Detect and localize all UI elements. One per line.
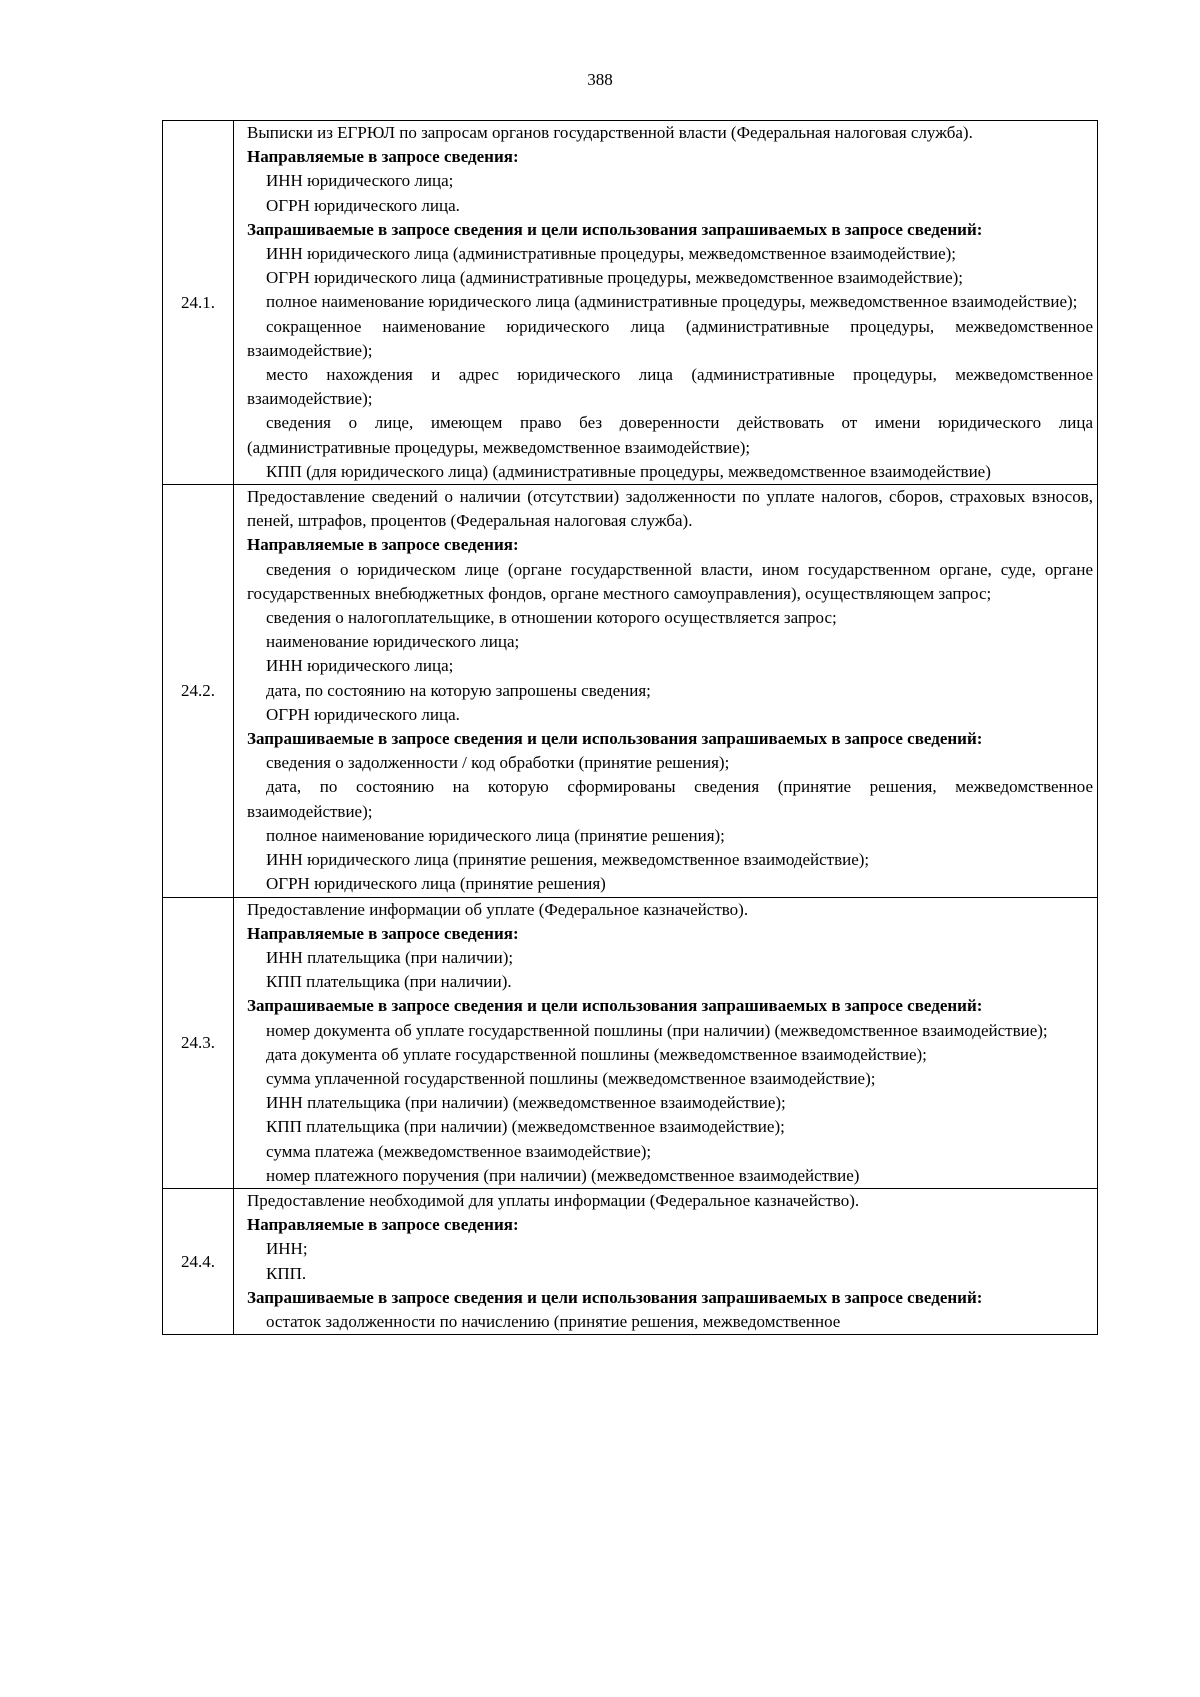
content-line: дата документа об уплате государственной пошлины (межведомственное взаимодействие); (266, 1044, 927, 1064)
content-line: КПП (для юридического лица) (административные процедуры, межведомственное взаимодействие) (266, 461, 991, 481)
content-line: сумма уплаченной государственной пошлины (межведомственное взаимодействие); (266, 1068, 876, 1088)
content-line: Предоставление сведений о наличии (отсутствии) задолженности по уплате налогов, сборов, страховых взносов, пеней, штрафов, процентов (Федеральная налоговая служба). (247, 487, 1093, 531)
content-line: ИНН плательщика (при наличии); (266, 947, 514, 967)
section-heading: Запрашиваемые в запросе сведения и цели использования запрашиваемых в запросе сведений: (247, 729, 983, 749)
row-number: 24.2. (163, 485, 234, 897)
table-row (163, 897, 1098, 1188)
content-line: номер платежного поручения (при наличии) (межведомственное взаимодействие) (266, 1165, 860, 1185)
section-heading: Направляемые в запросе сведения: (247, 1215, 519, 1235)
content-line: сокращенное наименование юридического лица (административные процедуры, межведомственное взаимодействие); (247, 316, 1093, 360)
content-line: дата, по состоянию на которую сформированы сведения (принятие решения, межведомственное взаимодействие); (247, 777, 1093, 821)
section-heading: Направляемые в запросе сведения: (247, 923, 519, 943)
content-line: полное наименование юридического лица (административные процедуры, межведомственное взаимодействие); (266, 292, 1078, 312)
content-line: ОГРН юридического лица. (266, 195, 460, 215)
content-line: полное наименование юридического лица (принятие решения); (266, 825, 725, 845)
row-content (234, 1188, 1098, 1334)
content-line: КПП плательщика (при наличии). (266, 972, 512, 992)
content-line: ОГРН юридического лица (административные процедуры, межведомственное взаимодействие); (266, 268, 964, 288)
content-line: ИНН юридического лица (административные процедуры, межведомственное взаимодействие); (266, 244, 957, 264)
table-body (163, 121, 1098, 1335)
content-line: Предоставление необходимой для уплаты информации (Федеральное казначейство). (247, 1190, 860, 1210)
table-row (163, 1188, 1098, 1334)
content-line: КПП плательщика (при наличии) (межведомственное взаимодействие); (266, 1117, 785, 1137)
table-row (163, 485, 1098, 897)
section-heading: Запрашиваемые в запросе сведения и цели использования запрашиваемых в запросе сведений: (247, 1287, 983, 1307)
row-content (234, 897, 1098, 1188)
content-line: наименование юридического лица; (266, 632, 520, 652)
content-line: ОГРН юридического лица (принятие решения) (266, 874, 606, 894)
row-number: 24.1. (163, 121, 234, 485)
content-line: ИНН юридического лица (принятие решения, межведомственное взаимодействие); (266, 850, 870, 870)
content-line: Предоставление информации об уплате (Федеральное казначейство). (247, 899, 749, 919)
content-line: сведения о налогоплательщике, в отношении которого осуществляется запрос; (266, 608, 837, 628)
content-line: ИНН плательщика (при наличии) (межведомственное взаимодействие); (266, 1093, 786, 1113)
content-line: сведения о задолженности / код обработки (принятие решения); (266, 753, 730, 773)
page-number: 388 (587, 70, 613, 89)
content-line: сумма платежа (межведомственное взаимодействие); (266, 1141, 652, 1161)
content-line: ОГРН юридического лица. (266, 704, 460, 724)
section-heading: Запрашиваемые в запросе сведения и цели использования запрашиваемых в запросе сведений: (247, 996, 983, 1016)
content-line: номер документа об уплате государственной пошлины (при наличии) (межведомственное взаимодействие); (266, 1020, 1048, 1040)
content-line: сведения о юридическом лице (органе государственной власти, ином государственном органе, суде, органе государственных внебюджетных фондов, органе местного самоуправления), осуществляющем запрос; (247, 559, 1093, 603)
content-line: ИНН; (266, 1239, 308, 1259)
section-heading: Направляемые в запросе сведения: (247, 535, 519, 555)
content-line: остаток задолженности по начислению (принятие решения, межведомственное (266, 1311, 841, 1331)
section-heading: Запрашиваемые в запросе сведения и цели использования запрашиваемых в запросе сведений: (247, 219, 983, 239)
content-line: сведения о лице, имеющем право без доверенности действовать от имени юридического лица (административные процедуры, межведомственное взаимодействие); (247, 413, 1093, 457)
table-row (163, 121, 1098, 485)
row-number: 24.3. (163, 897, 234, 1188)
section-heading: Направляемые в запросе сведения: (247, 147, 519, 167)
content-line: ИНН юридического лица; (266, 656, 454, 676)
row-content (234, 485, 1098, 897)
content-line: место нахождения и адрес юридического лица (административные процедуры, межведомственное взаимодействие); (247, 365, 1093, 409)
content-line: Выписки из ЕГРЮЛ по запросам органов государственной власти (Федеральная налоговая служба). (247, 123, 973, 142)
content-line: дата, по состоянию на которую запрошены сведения; (266, 680, 651, 700)
row-number: 24.4. (163, 1188, 234, 1334)
content-line: КПП. (266, 1263, 307, 1283)
content-line: ИНН юридического лица; (266, 171, 454, 191)
row-content (234, 121, 1098, 485)
document-table (162, 120, 1098, 1335)
